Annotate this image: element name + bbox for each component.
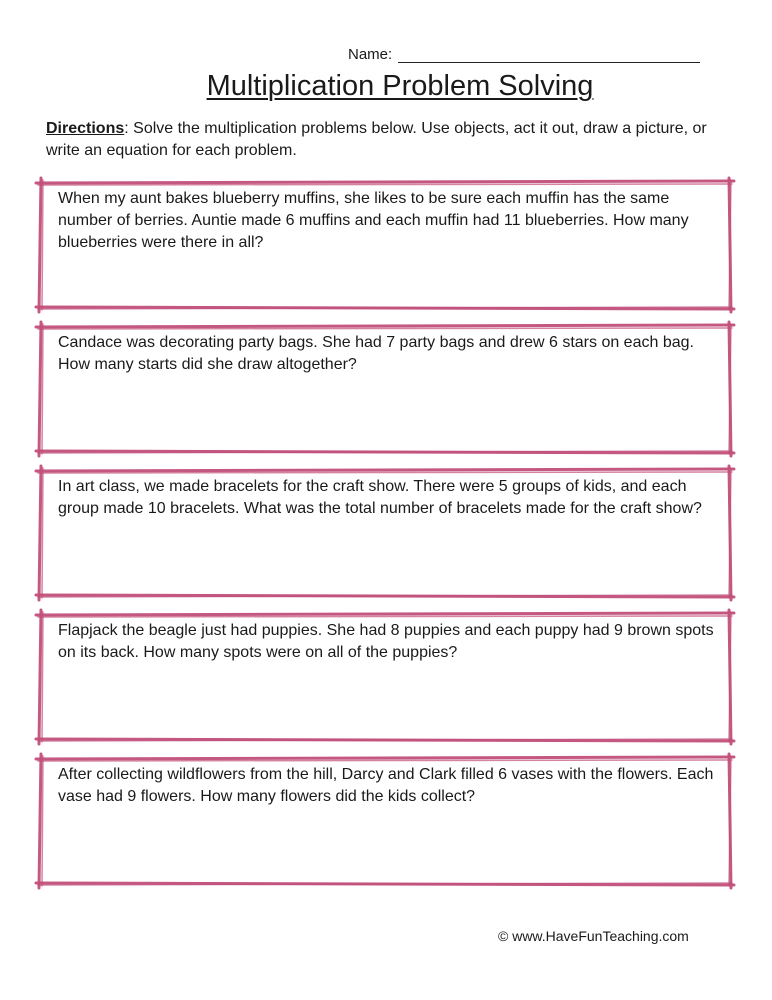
frame-stroke	[36, 757, 734, 759]
frame-stroke	[39, 754, 41, 888]
problem-text: When my aunt bakes blueberry muffins, she likes to be sure each muffin has the same number of berries. Auntie made 6 muffins and each muffin had 11 blueberries. How many blueberries were there in all?	[58, 190, 689, 251]
directions-text: : Solve the multiplication problems below. Use objects, act it out, draw a picture, or write an equation for each problem.	[46, 120, 707, 159]
problem-text: Candace was decorating party bags. She had 7 party bags and drew 6 stars on each bag. How many starts did she draw altogether?	[58, 334, 694, 373]
frame-stroke	[38, 472, 732, 473]
frame-stroke	[42, 468, 43, 598]
problem-box-4[interactable]	[40, 614, 730, 740]
problem-box-1[interactable]	[40, 182, 730, 308]
directions-label: Directions	[46, 120, 125, 137]
name-label: Name:	[348, 46, 393, 63]
frame-stroke	[39, 610, 41, 744]
problem-box-2[interactable]	[40, 326, 730, 452]
frame-stroke	[38, 616, 732, 617]
frame-stroke	[39, 178, 41, 312]
page-title: Multiplication Problem Solving	[206, 70, 594, 102]
frame-stroke	[39, 466, 41, 600]
frame-stroke	[36, 181, 734, 183]
problem-text: After collecting wildflowers from the hill, Darcy and Clark filled 6 vases with the flowers. Each vase had 9 flowers. How many flowers did the kids collect?	[58, 766, 714, 805]
directions	[46, 118, 736, 162]
frame-stroke	[36, 325, 734, 327]
frame-stroke	[42, 324, 43, 454]
copyright-footer: © www.HaveFunTeaching.com	[498, 928, 689, 944]
problem-text: In art class, we made bracelets for the craft show. There were 5 groups of kids, and each group made 10 bracelets. What was the total number of bracelets made for the craft show?	[58, 478, 702, 517]
frame-stroke	[38, 328, 732, 329]
frame-stroke	[38, 760, 732, 761]
problem-box-5[interactable]	[40, 758, 730, 884]
frame-stroke	[42, 180, 43, 310]
problem-box-3[interactable]	[40, 470, 730, 596]
frame-stroke	[42, 756, 43, 886]
frame-stroke	[36, 469, 734, 471]
frame-stroke	[42, 612, 43, 742]
problem-text: Flapjack the beagle just had puppies. She had 8 puppies and each puppy had 9 brown spots on its back. How many spots were on all of the puppies?	[58, 622, 714, 661]
name-field[interactable]	[348, 46, 700, 63]
frame-stroke	[39, 322, 41, 456]
frame-stroke	[36, 613, 734, 615]
frame-stroke	[38, 184, 732, 185]
name-blank-line[interactable]	[398, 48, 700, 63]
